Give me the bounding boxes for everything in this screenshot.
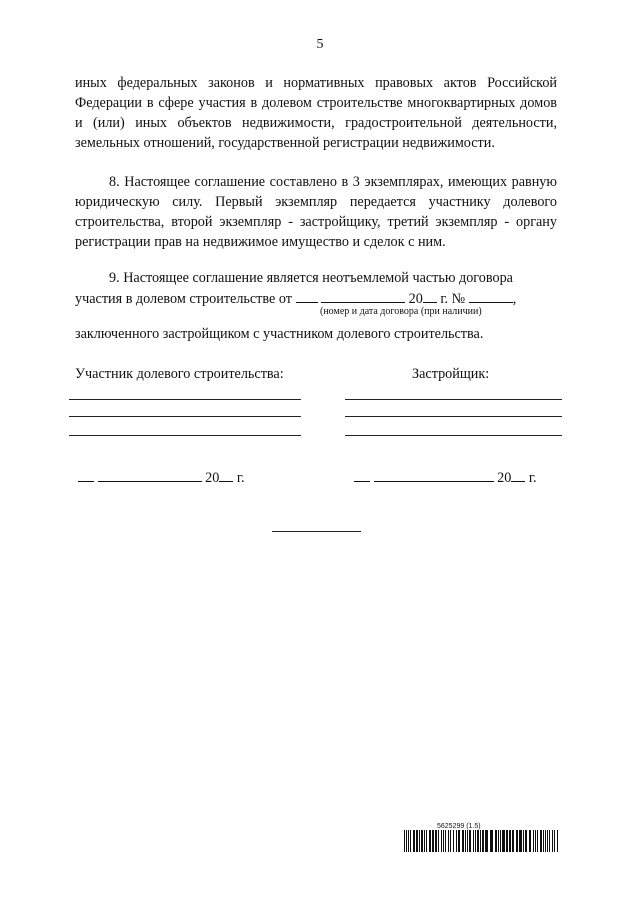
developer-date-year-blank [511,466,525,482]
participant-date-line [78,466,245,487]
developer-date-month-blank [374,466,494,482]
contract-number-label: г. № [440,291,466,307]
participant-date-month-blank [98,466,202,482]
participant-signature-line-1 [69,399,301,400]
page-number: 5 [316,37,324,52]
paragraph-9-line1 [75,268,557,288]
participant-date-day-blank [78,466,94,482]
contract-year-blank [423,288,437,303]
developer-signature-line-3 [345,435,562,436]
participant-signature-line-2 [69,416,301,417]
contract-from-text: участия в долевом строительстве от [75,291,292,307]
contract-number-blank [469,288,513,303]
paragraph-continuation: иных федеральных законов и нормативных правовых актов Российской Федерации в сфере участия в долевом строительстве многоквартирных домов и (или) иных объектов недвижимости, градостроительной деятельности, земельных отношений, государственной регистрации недвижимости. [75,75,557,151]
paragraph-9-continuation: заключенного застройщиком с участником долевого строительства. [75,326,484,342]
contract-day-blank [296,288,318,303]
participant-date-suffix: г. [236,470,245,486]
contract-year-prefix: 20 [408,291,423,307]
developer-signature-label: Застройщик: [412,366,490,382]
participant-signature-line-3 [69,435,301,436]
paragraph-9-line2 [75,288,557,309]
paragraph-9 [75,268,557,309]
contract-caption: (номер и дата договора (при наличии) [320,306,482,317]
barcode-icon [404,830,558,852]
contract-comma: , [512,291,517,307]
end-rule [272,531,361,532]
developer-date-line [354,466,537,487]
participant-signature-label: Участник долевого строительства: [75,366,284,382]
paragraph-9-line1-text: 9. Настоящее соглашение является неотъемлемой частью договора [109,270,513,286]
participant-date-year: 20 [205,470,220,486]
paragraph-8 [75,172,557,252]
contract-month-blank [321,288,405,303]
participant-date-year-blank [219,466,233,482]
document-code: 5625299 (1.5) [437,823,481,830]
developer-date-year: 20 [497,470,512,486]
developer-signature-line-2 [345,416,562,417]
developer-date-day-blank [354,466,370,482]
developer-date-suffix: г. [528,470,537,486]
developer-signature-line-1 [345,399,562,400]
paragraph-8-text: 8. Настоящее соглашение составлено в 3 экземплярах, имеющих равную юридическую силу. Первый экземпляр передается участнику долевого строительства, второй экземпляр - застройщику, третий экземпляр - органу регистрации прав на недвижимое имущество и сделок с ним. [75,174,557,250]
